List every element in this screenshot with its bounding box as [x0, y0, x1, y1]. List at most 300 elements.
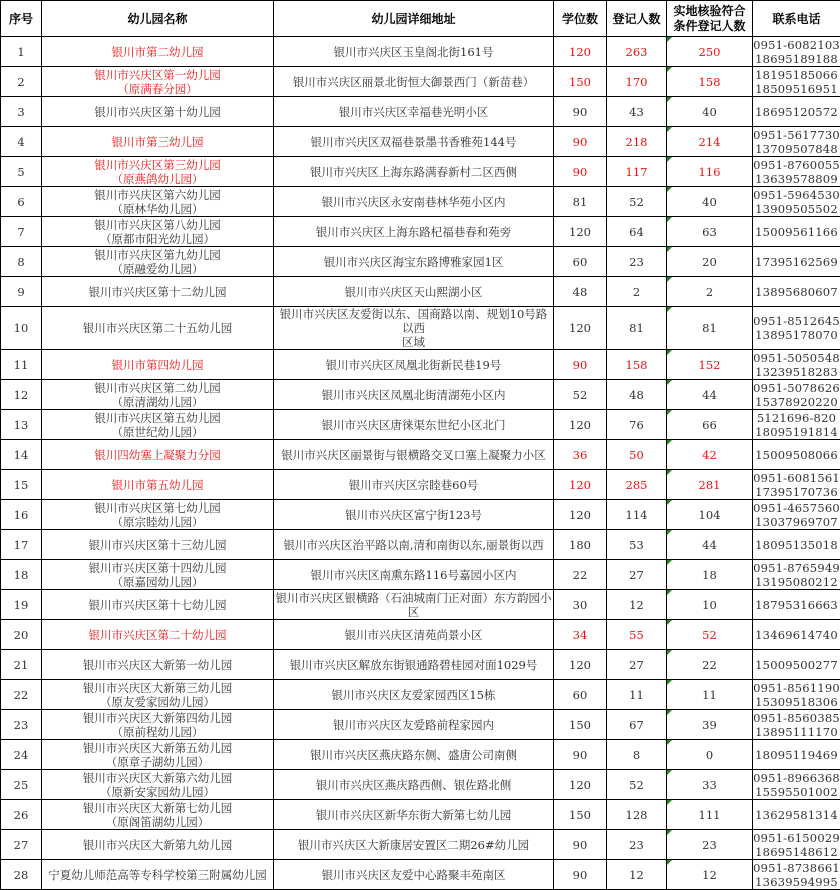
- cell-registered: 67: [607, 710, 667, 740]
- header-no: 序号: [1, 1, 42, 37]
- cell-seats: 90: [554, 127, 607, 157]
- address-line: 银川市兴庆区燕庆路东侧、盛唐公司南侧: [274, 748, 553, 762]
- comment-marker-icon: [667, 217, 672, 222]
- verified-value: 152: [699, 358, 721, 372]
- verified-value: 111: [699, 808, 721, 822]
- cell-address: [274, 307, 554, 350]
- cell-seats: 30: [554, 590, 607, 620]
- verified-value: 2: [706, 285, 713, 299]
- cell-name: [42, 187, 274, 217]
- cell-phone: [753, 740, 840, 770]
- phone-line: 0951-5964530: [753, 188, 840, 202]
- cell-seats: 90: [554, 97, 607, 127]
- cell-seats: 120: [554, 217, 607, 247]
- cell-address: [274, 440, 554, 470]
- cell-address: [274, 620, 554, 650]
- cell-registered: 8: [607, 740, 667, 770]
- table-row: [1, 440, 840, 470]
- cell-name: [42, 277, 274, 307]
- address-line: 银川市兴庆区玉皇阁北街161号: [274, 45, 553, 59]
- cell-address: [274, 187, 554, 217]
- phone-line: 18195185066: [753, 68, 840, 82]
- phone-line: 18695120572: [753, 105, 840, 119]
- cell-phone: [753, 380, 840, 410]
- phone-line: 0951-8560385: [753, 711, 840, 725]
- phone-line: 15595501002: [753, 785, 840, 799]
- verified-value: 42: [702, 448, 717, 462]
- phone-line: 13895111170: [753, 725, 840, 739]
- cell-name: [42, 410, 274, 440]
- cell-phone: [753, 307, 840, 350]
- cell-registered: 64: [607, 217, 667, 247]
- cell-phone: [753, 680, 840, 710]
- cell-no: 5: [1, 157, 42, 187]
- verified-value: 66: [702, 418, 717, 432]
- table-row: [1, 277, 840, 307]
- cell-verified: [667, 380, 753, 410]
- cell-registered: 43: [607, 97, 667, 127]
- cell-name: [42, 860, 274, 890]
- address-line: 银川市兴庆区大新康居安置区二期26#幼儿园: [274, 838, 553, 852]
- address-line: 银川市兴庆区凤凰北街清湖苑小区内: [274, 388, 553, 402]
- cell-address: [274, 860, 554, 890]
- comment-marker-icon: [667, 277, 672, 282]
- name-line: （原嘉园幼儿园）: [42, 575, 273, 589]
- table-row: [1, 860, 840, 890]
- cell-seats: 120: [554, 37, 607, 67]
- cell-no: 14: [1, 440, 42, 470]
- header-address: 幼儿园详细地址: [274, 1, 554, 37]
- cell-registered: 53: [607, 530, 667, 560]
- cell-verified: [667, 97, 753, 127]
- verified-value: 10: [702, 598, 717, 612]
- cell-verified: [667, 350, 753, 380]
- cell-no: 17: [1, 530, 42, 560]
- table-row: [1, 217, 840, 247]
- name-line: 银川市第五幼儿园: [42, 478, 273, 492]
- name-line: 银川市兴庆区大新第三幼儿园: [42, 681, 273, 695]
- cell-name: [42, 67, 274, 97]
- phone-line: 13629581314: [753, 808, 840, 822]
- cell-no: 16: [1, 500, 42, 530]
- table-row: [1, 247, 840, 277]
- cell-seats: 120: [554, 770, 607, 800]
- name-line: 银川四幼塞上凝聚力分园: [42, 448, 273, 462]
- cell-seats: 52: [554, 380, 607, 410]
- cell-address: [274, 830, 554, 860]
- cell-seats: 81: [554, 187, 607, 217]
- cell-no: 27: [1, 830, 42, 860]
- comment-marker-icon: [667, 680, 672, 685]
- name-line: 银川市兴庆区第九幼儿园: [42, 248, 273, 262]
- name-line: （原章子湖幼儿园）: [42, 755, 273, 769]
- address-line: 银川市兴庆区富宁街123号: [274, 508, 553, 522]
- cell-no: 25: [1, 770, 42, 800]
- cell-verified: [667, 770, 753, 800]
- address-line: 银川市兴庆区银横路（石油城南门正对面）东方韵园小区: [274, 591, 553, 619]
- verified-value: 22: [702, 658, 717, 672]
- cell-name: [42, 470, 274, 500]
- name-line: 银川市兴庆区大新第一幼儿园: [42, 658, 273, 672]
- table-row: [1, 620, 840, 650]
- phone-line: 18095135018: [753, 538, 840, 552]
- name-line: （原友爱家园幼儿园）: [42, 695, 273, 709]
- phone-line: 0951-5050548: [753, 351, 840, 365]
- comment-marker-icon: [667, 590, 672, 595]
- cell-verified: [667, 620, 753, 650]
- table-row: [1, 307, 840, 350]
- cell-phone: [753, 97, 840, 127]
- cell-address: [274, 680, 554, 710]
- cell-no: 8: [1, 247, 42, 277]
- comment-marker-icon: [667, 410, 672, 415]
- table-row: [1, 37, 840, 67]
- phone-line: 0951-8512645: [753, 314, 840, 328]
- cell-phone: [753, 187, 840, 217]
- comment-marker-icon: [667, 500, 672, 505]
- cell-registered: 117: [607, 157, 667, 187]
- table-row: [1, 680, 840, 710]
- comment-marker-icon: [667, 157, 672, 162]
- cell-phone: [753, 590, 840, 620]
- name-line: （原燕鸽幼儿园）: [42, 172, 273, 186]
- cell-registered: 48: [607, 380, 667, 410]
- table-row: [1, 350, 840, 380]
- address-line: 银川市兴庆区上海东路杞福巷春和苑旁: [274, 225, 553, 239]
- cell-name: [42, 590, 274, 620]
- name-line: 银川市兴庆区第三幼儿园: [42, 158, 273, 172]
- cell-registered: 12: [607, 590, 667, 620]
- address-line: 银川市兴庆区南熏东路116号嘉园小区内: [274, 568, 553, 582]
- cell-address: [274, 530, 554, 560]
- verified-value: 23: [702, 838, 717, 852]
- cell-name: [42, 350, 274, 380]
- phone-line: 15009500277: [753, 658, 840, 672]
- header-verified-label: 实地核验符合条件登记人数: [667, 4, 752, 34]
- name-line: 银川市兴庆区第二幼儿园: [42, 381, 273, 395]
- name-line: 银川市兴庆区大新第五幼儿园: [42, 741, 273, 755]
- cell-address: [274, 67, 554, 97]
- cell-address: [274, 650, 554, 680]
- phone-line: 18095191814: [753, 425, 840, 439]
- verified-value: 20: [702, 255, 717, 269]
- cell-phone: [753, 620, 840, 650]
- address-line: 银川市兴庆区丽景北街恒大御景西门（新苗巷）: [274, 75, 553, 89]
- comment-marker-icon: [667, 470, 672, 475]
- name-line: 银川市兴庆区第八幼儿园: [42, 218, 273, 232]
- cell-phone: [753, 67, 840, 97]
- cell-verified: [667, 127, 753, 157]
- comment-marker-icon: [667, 620, 672, 625]
- cell-no: 18: [1, 560, 42, 590]
- cell-address: [274, 380, 554, 410]
- cell-name: [42, 770, 274, 800]
- cell-verified: [667, 740, 753, 770]
- phone-line: 18509516951: [753, 82, 840, 96]
- comment-marker-icon: [667, 127, 672, 132]
- table-row: [1, 560, 840, 590]
- verified-value: 33: [702, 778, 717, 792]
- phone-line: 15309518306: [753, 695, 840, 709]
- cell-phone: [753, 530, 840, 560]
- table-row: [1, 650, 840, 680]
- comment-marker-icon: [667, 710, 672, 715]
- table-row: [1, 157, 840, 187]
- cell-registered: 50: [607, 440, 667, 470]
- comment-marker-icon: [667, 800, 672, 805]
- phone-line: 13239518283: [753, 365, 840, 379]
- cell-no: 11: [1, 350, 42, 380]
- cell-registered: 23: [607, 830, 667, 860]
- cell-name: [42, 247, 274, 277]
- cell-phone: [753, 127, 840, 157]
- cell-phone: [753, 560, 840, 590]
- cell-verified: [667, 37, 753, 67]
- cell-name: [42, 710, 274, 740]
- address-line: 银川市兴庆区友爱中心路聚丰苑南区: [274, 868, 553, 882]
- name-line: （原融爱幼儿园）: [42, 262, 273, 276]
- cell-registered: 128: [607, 800, 667, 830]
- cell-address: [274, 770, 554, 800]
- verified-value: 39: [702, 718, 717, 732]
- cell-no: 13: [1, 410, 42, 440]
- verified-value: 44: [702, 388, 717, 402]
- cell-no: 26: [1, 800, 42, 830]
- verified-value: 52: [702, 628, 717, 642]
- cell-address: [274, 350, 554, 380]
- cell-address: [274, 590, 554, 620]
- name-line: 银川市兴庆区第六幼儿园: [42, 188, 273, 202]
- phone-line: 18795316663: [753, 598, 840, 612]
- cell-registered: 12: [607, 860, 667, 890]
- comment-marker-icon: [667, 770, 672, 775]
- cell-verified: [667, 500, 753, 530]
- cell-registered: 27: [607, 560, 667, 590]
- name-line: 银川市兴庆区第七幼儿园: [42, 501, 273, 515]
- phone-line: 17395162569: [753, 255, 840, 269]
- cell-address: [274, 410, 554, 440]
- comment-marker-icon: [667, 650, 672, 655]
- cell-name: [42, 650, 274, 680]
- cell-seats: 90: [554, 740, 607, 770]
- address-line: 银川市兴庆区上海东路满春新村二区西侧: [274, 165, 553, 179]
- cell-registered: 55: [607, 620, 667, 650]
- name-line: （原前程幼儿园）: [42, 725, 273, 739]
- cell-registered: 81: [607, 307, 667, 350]
- cell-address: [274, 157, 554, 187]
- comment-marker-icon: [667, 860, 672, 865]
- cell-phone: [753, 710, 840, 740]
- address-line: 银川市兴庆区解放东街银通路碧桂园对面1029号: [274, 658, 553, 672]
- name-line: 银川市第四幼儿园: [42, 358, 273, 372]
- cell-phone: [753, 277, 840, 307]
- address-line: 银川市兴庆区清苑尚景小区: [274, 628, 553, 642]
- comment-marker-icon: [667, 530, 672, 535]
- address-line: 银川市兴庆区治平路以南,清和南街以东,丽景街以西: [274, 538, 553, 552]
- cell-seats: 90: [554, 157, 607, 187]
- cell-registered: 52: [607, 770, 667, 800]
- phone-line: 13195080212: [753, 575, 840, 589]
- cell-name: [42, 127, 274, 157]
- name-line: 银川市兴庆区第一幼儿园: [42, 68, 273, 82]
- table-row: [1, 67, 840, 97]
- verified-value: 158: [699, 75, 721, 89]
- cell-seats: 60: [554, 247, 607, 277]
- name-line: 银川市兴庆区第二十幼儿园: [42, 628, 273, 642]
- table-row: [1, 410, 840, 440]
- phone-line: 13639594995: [753, 875, 840, 889]
- name-line: 银川市兴庆区大新第四幼儿园: [42, 711, 273, 725]
- phone-line: 0951-5617730: [753, 128, 840, 142]
- header-name: 幼儿园名称: [42, 1, 274, 37]
- header-registered: 登记人数: [607, 1, 667, 37]
- cell-phone: [753, 217, 840, 247]
- table-row: [1, 710, 840, 740]
- cell-seats: 34: [554, 620, 607, 650]
- cell-no: 10: [1, 307, 42, 350]
- cell-no: 6: [1, 187, 42, 217]
- header-row: [1, 1, 840, 37]
- cell-phone: [753, 37, 840, 67]
- cell-seats: 120: [554, 410, 607, 440]
- cell-address: [274, 740, 554, 770]
- phone-line: 13895178070: [753, 328, 840, 342]
- cell-verified: [667, 247, 753, 277]
- cell-registered: 2: [607, 277, 667, 307]
- cell-seats: 60: [554, 680, 607, 710]
- cell-address: [274, 247, 554, 277]
- cell-phone: [753, 770, 840, 800]
- name-line: （原世纪幼儿园）: [42, 425, 273, 439]
- table-row: [1, 770, 840, 800]
- phone-line: 15009561166: [753, 225, 840, 239]
- cell-verified: [667, 440, 753, 470]
- verified-value: 250: [699, 45, 721, 59]
- address-line: 银川市兴庆区友爱家园西区15栋: [274, 688, 553, 702]
- phone-line: 0951-6150029: [753, 831, 840, 845]
- cell-address: [274, 217, 554, 247]
- address-line: 银川市兴庆区友爱街以东、国商路以南、规划10号路以西: [274, 307, 553, 335]
- cell-name: [42, 830, 274, 860]
- cell-name: [42, 97, 274, 127]
- cell-registered: 158: [607, 350, 667, 380]
- cell-name: [42, 740, 274, 770]
- cell-phone: [753, 800, 840, 830]
- comment-marker-icon: [667, 187, 672, 192]
- address-line: 银川市兴庆区新华东街大新第七幼儿园: [274, 808, 553, 822]
- cell-no: 22: [1, 680, 42, 710]
- cell-registered: 11: [607, 680, 667, 710]
- phone-line: 15378920220: [753, 395, 840, 409]
- table-row: [1, 380, 840, 410]
- phone-line: 0951-8765949: [753, 561, 840, 575]
- cell-name: [42, 800, 274, 830]
- name-line: （原都市阳光幼儿园）: [42, 232, 273, 246]
- phone-line: 13709507848: [753, 142, 840, 156]
- phone-line: 18095119469: [753, 748, 840, 762]
- verified-value: 11: [702, 688, 717, 702]
- cell-verified: [667, 307, 753, 350]
- cell-address: [274, 97, 554, 127]
- cell-seats: 120: [554, 470, 607, 500]
- table-row: [1, 530, 840, 560]
- verified-value: 281: [699, 478, 721, 492]
- phone-line: 0951-6081561: [753, 471, 840, 485]
- cell-address: [274, 37, 554, 67]
- cell-address: [274, 127, 554, 157]
- cell-seats: 90: [554, 350, 607, 380]
- comment-marker-icon: [667, 380, 672, 385]
- cell-registered: 285: [607, 470, 667, 500]
- cell-phone: [753, 650, 840, 680]
- name-line: 银川市兴庆区第十幼儿园: [42, 105, 273, 119]
- phone-line: 13469614740: [753, 628, 840, 642]
- phone-line: 0951-6082103: [753, 38, 840, 52]
- cell-address: [274, 800, 554, 830]
- cell-verified: [667, 710, 753, 740]
- phone-line: 0951-5078626: [753, 381, 840, 395]
- cell-name: [42, 530, 274, 560]
- address-line: 银川市兴庆区天山熙湖小区: [274, 285, 553, 299]
- cell-registered: 76: [607, 410, 667, 440]
- table-row: [1, 740, 840, 770]
- cell-name: [42, 307, 274, 350]
- name-line: 银川市兴庆区大新第九幼儿园: [42, 838, 273, 852]
- name-line: 银川市第三幼儿园: [42, 135, 273, 149]
- cell-verified: [667, 157, 753, 187]
- table-row: [1, 500, 840, 530]
- name-line: 银川市兴庆区第十三幼儿园: [42, 538, 273, 552]
- cell-seats: 150: [554, 710, 607, 740]
- table-row: [1, 590, 840, 620]
- cell-name: [42, 37, 274, 67]
- cell-seats: 150: [554, 800, 607, 830]
- address-line: 银川市兴庆区双福巷景墨书香雅苑144号: [274, 135, 553, 149]
- cell-name: [42, 560, 274, 590]
- name-line: （原满春分园）: [42, 82, 273, 96]
- verified-value: 116: [699, 165, 721, 179]
- cell-verified: [667, 650, 753, 680]
- comment-marker-icon: [667, 560, 672, 565]
- cell-registered: 27: [607, 650, 667, 680]
- cell-verified: [667, 560, 753, 590]
- cell-seats: 120: [554, 500, 607, 530]
- verified-value: 44: [702, 538, 717, 552]
- address-line: 银川市兴庆区宗睦巷60号: [274, 478, 553, 492]
- address-line: 银川市兴庆区海宝东路博雅家园1区: [274, 255, 553, 269]
- cell-address: [274, 710, 554, 740]
- table-row: [1, 470, 840, 500]
- cell-phone: [753, 410, 840, 440]
- address-line: 银川市兴庆区友爱路前程家园内: [274, 718, 553, 732]
- phone-line: 0951-8738661: [753, 861, 840, 875]
- address-line: 银川市兴庆区丽景街与银横路交叉口塞上凝聚力小区: [274, 448, 553, 462]
- cell-name: [42, 620, 274, 650]
- cell-registered: 263: [607, 37, 667, 67]
- header-phone: 联系电话: [753, 1, 840, 37]
- verified-value: 0: [706, 748, 713, 762]
- cell-phone: [753, 157, 840, 187]
- verified-value: 40: [702, 195, 717, 209]
- comment-marker-icon: [667, 37, 672, 42]
- cell-verified: [667, 277, 753, 307]
- cell-seats: 120: [554, 307, 607, 350]
- cell-name: [42, 380, 274, 410]
- cell-no: 2: [1, 67, 42, 97]
- cell-verified: [667, 187, 753, 217]
- verified-value: 81: [702, 321, 717, 335]
- cell-no: 28: [1, 860, 42, 890]
